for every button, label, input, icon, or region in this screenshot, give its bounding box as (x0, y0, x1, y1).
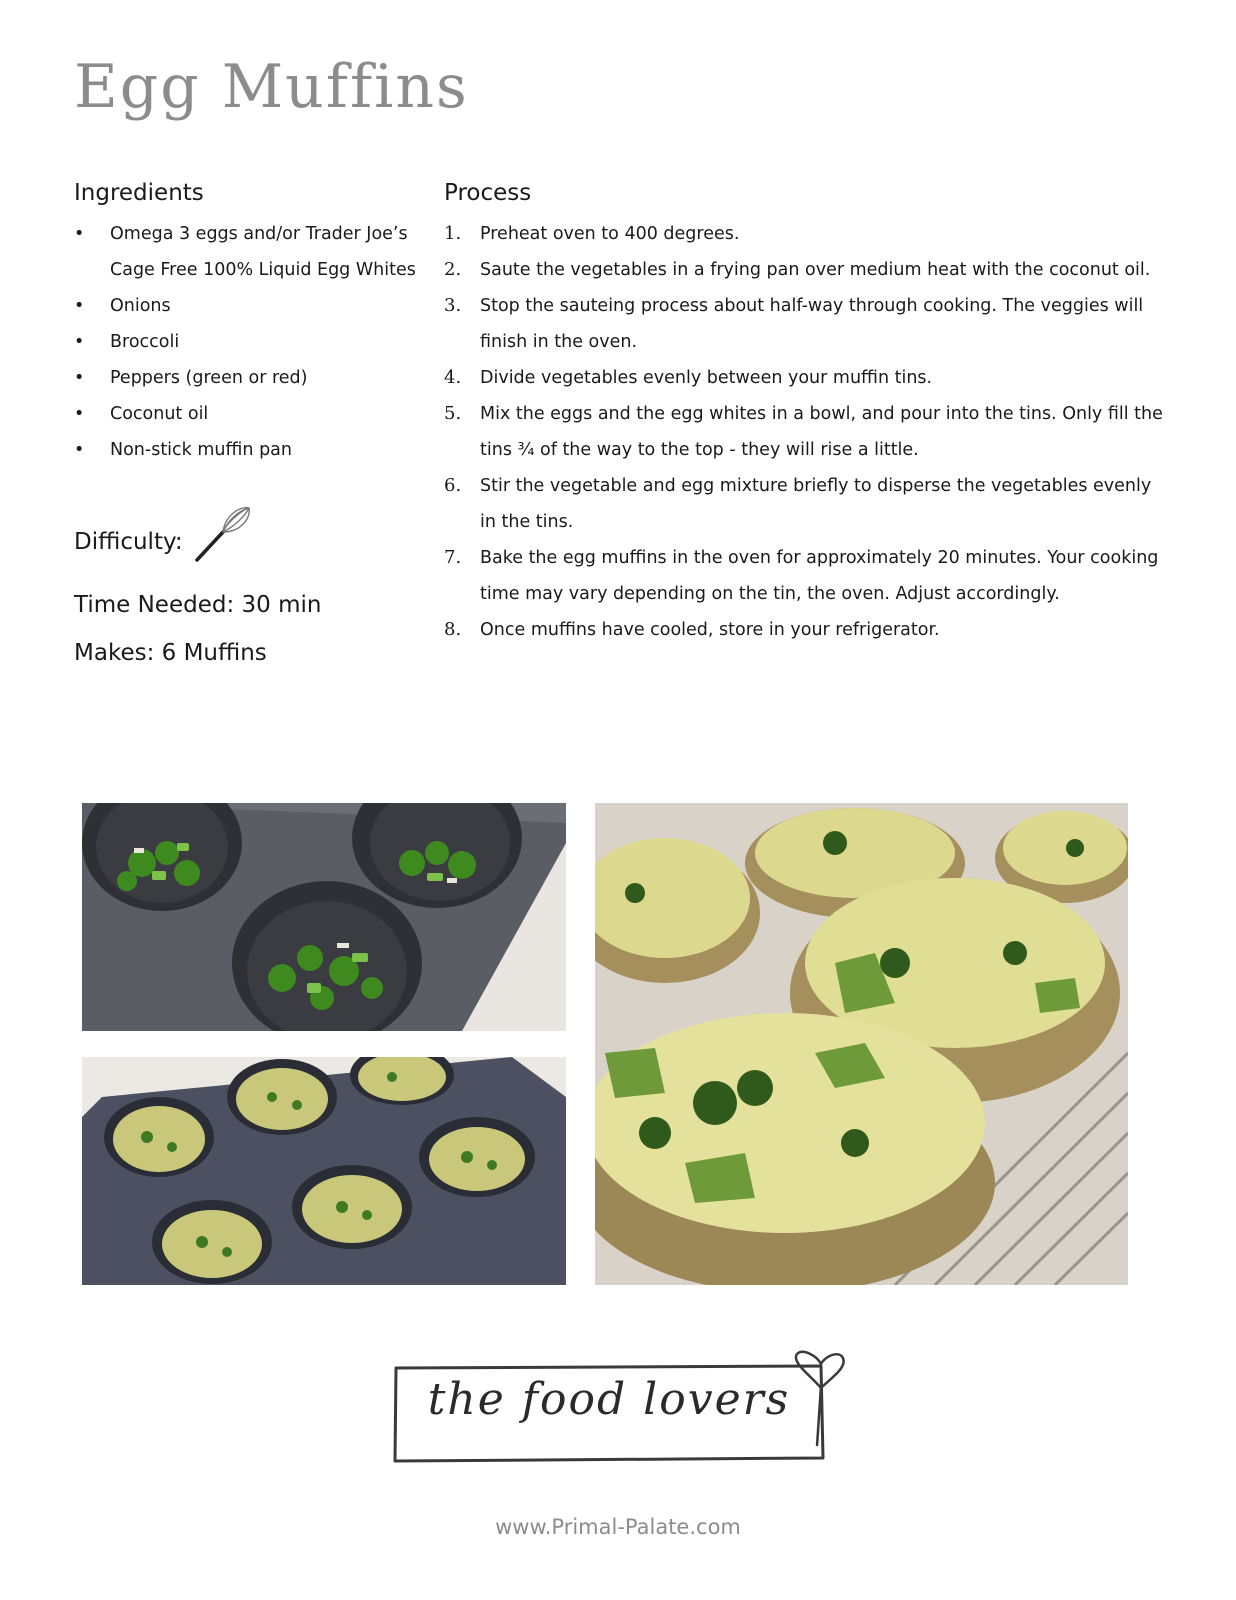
footer-url[interactable]: www.Primal-Palate.com (495, 1515, 741, 1539)
photo-filled-muffin-tin (82, 1057, 566, 1285)
list-item: • Broccoli (74, 332, 180, 352)
list-item: 2. Saute the vegetables in a frying pan over medium heat with the coconut oil. (444, 259, 1151, 280)
logo-text: the food lovers (427, 1374, 791, 1425)
difficulty-label: Difficulty: (74, 528, 183, 555)
process-heading: Process (444, 180, 532, 206)
makes: Makes: 6 Muffins (74, 640, 267, 666)
time-needed: Time Needed: 30 min (74, 592, 322, 618)
list-item: 7. Bake the egg muffins in the oven for approximately 20 minutes. Your cooking time may vary depending on the tin, the oven. Adjust accordingly. (444, 547, 1159, 604)
list-item: • Peppers (green or red) (74, 368, 308, 388)
whisk-icon (193, 502, 255, 581)
list-item: • Non-stick muffin pan (74, 440, 292, 460)
brand-logo (393, 1346, 853, 1476)
list-item: 3. Stop the sauteing process about half-way through cooking. The veggies will finish in the oven. (444, 295, 1144, 352)
list-item: 1. Preheat oven to 400 degrees. (444, 223, 740, 244)
list-item: • Omega 3 eggs and/or Trader Joe’s Cage Free 100% Liquid Egg Whites (74, 224, 416, 280)
process-list (444, 216, 1164, 648)
list-item: 4. Divide vegetables evenly between your muffin tins. (444, 367, 933, 388)
list-item: 5. Mix the eggs and the egg whites in a bowl, and pour into the tins. Only fill the tins ¾ of the way to the top - they will rise a little. (444, 403, 1163, 460)
ingredients-list (74, 216, 424, 468)
recipe-meta (74, 502, 424, 677)
difficulty-row (74, 502, 424, 581)
list-item: 6. Stir the vegetable and egg mixture briefly to disperse the vegetables evenly in the tins. (444, 475, 1152, 532)
photo-pan-with-vegetables (82, 803, 566, 1031)
page-title: Egg Muffins (74, 52, 469, 122)
left-column (74, 180, 424, 677)
photo-baked-egg-muffins (595, 803, 1128, 1285)
right-column (444, 180, 1164, 648)
list-item: 8. Once muffins have cooled, store in your refrigerator. (444, 619, 940, 640)
ingredients-heading: Ingredients (74, 180, 204, 206)
list-item: • Coconut oil (74, 404, 209, 424)
list-item: • Onions (74, 296, 171, 316)
